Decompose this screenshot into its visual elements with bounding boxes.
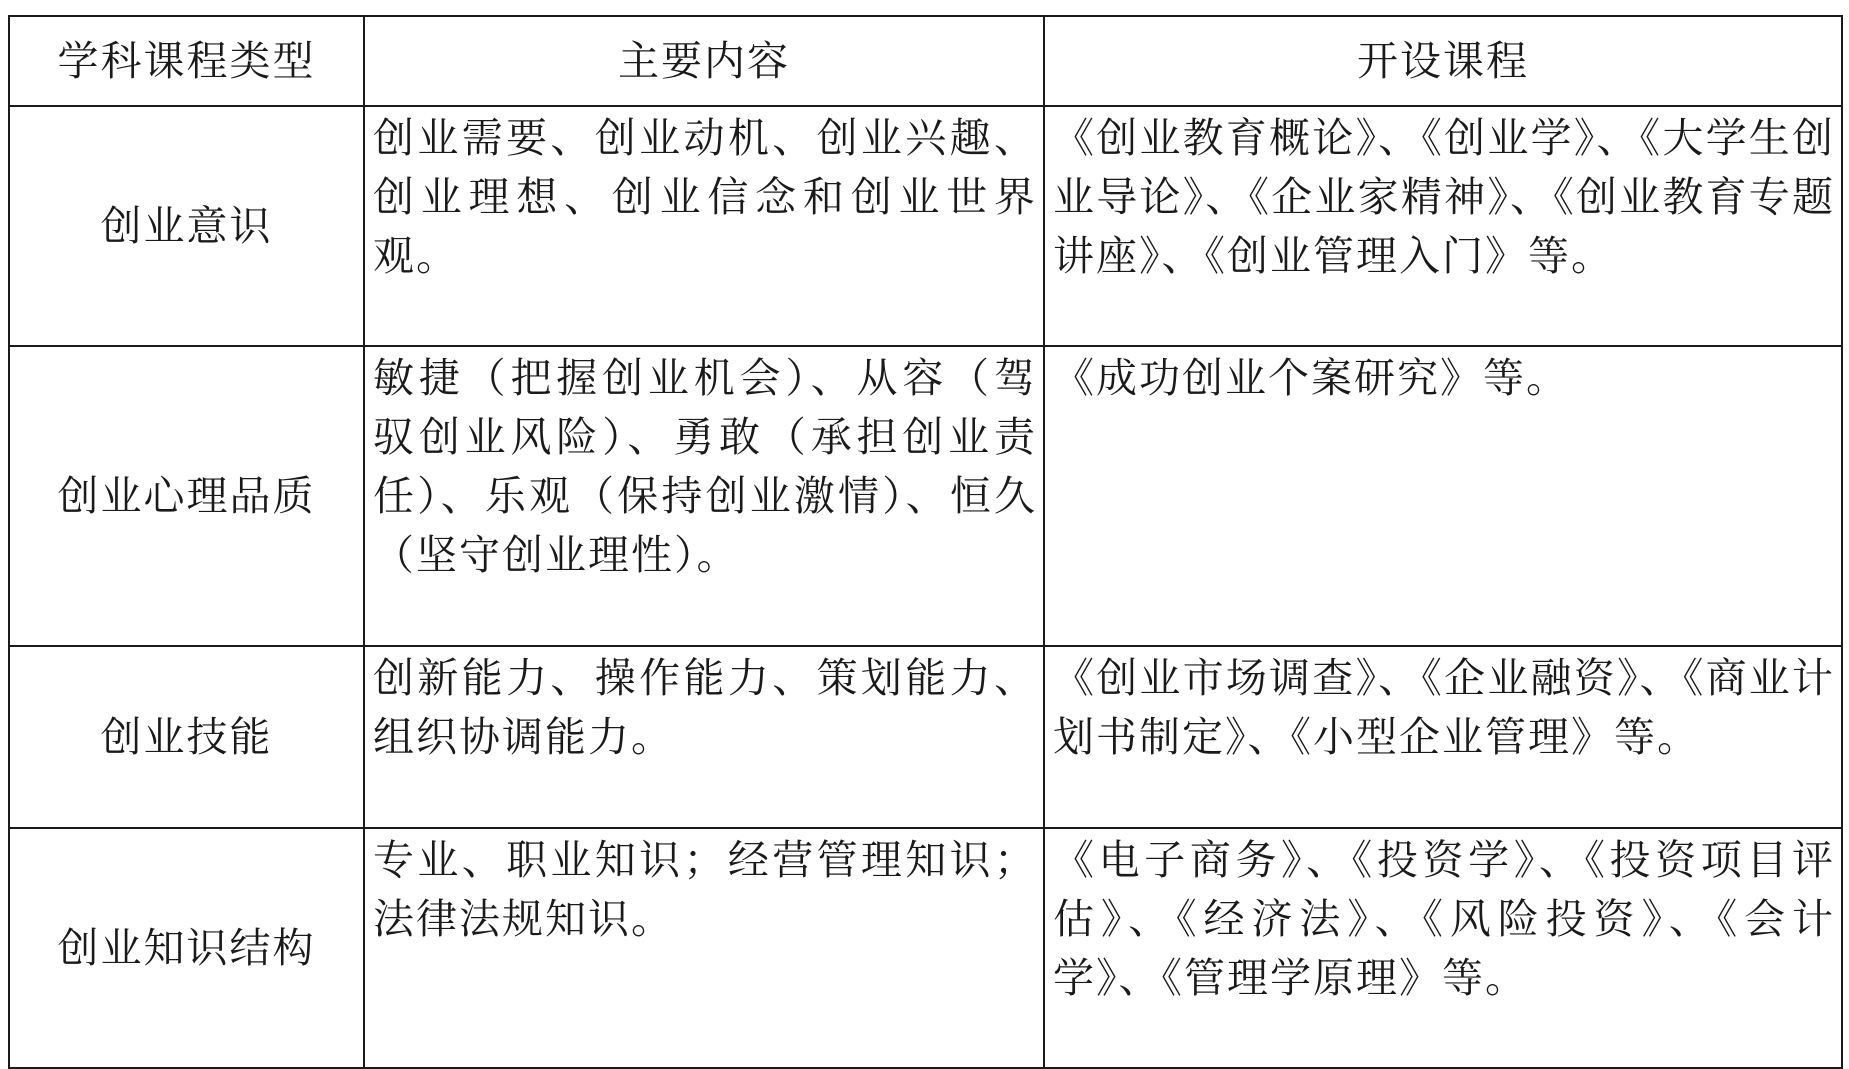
course-type-cell: 创业技能 bbox=[9, 646, 364, 828]
offered-courses-cell: 《创业市场调查》、《企业融资》、《商业计划书制定》、《小型企业管理》等。 bbox=[1044, 646, 1842, 828]
course-type-cell: 创业知识结构 bbox=[9, 828, 364, 1068]
entrepreneurship-course-table bbox=[8, 15, 1843, 1069]
header-offered-courses: 开设课程 bbox=[1044, 16, 1842, 106]
course-type-cell: 创业意识 bbox=[9, 106, 364, 346]
header-course-type: 学科课程类型 bbox=[9, 16, 364, 106]
main-content-cell: 创新能力、操作能力、策划能力、组织协调能力。 bbox=[364, 646, 1044, 828]
offered-courses-cell: 《成功创业个案研究》等。 bbox=[1044, 346, 1842, 646]
table-row bbox=[9, 106, 1842, 346]
course-type-cell: 创业心理品质 bbox=[9, 346, 364, 646]
course-table-container bbox=[8, 15, 1841, 1069]
table-row bbox=[9, 346, 1842, 646]
table-row bbox=[9, 828, 1842, 1068]
header-main-content: 主要内容 bbox=[364, 16, 1044, 106]
table-row bbox=[9, 646, 1842, 828]
table-body bbox=[9, 106, 1842, 1068]
main-content-cell: 创业需要、创业动机、创业兴趣、创业理想、创业信念和创业世界观。 bbox=[364, 106, 1044, 346]
offered-courses-cell: 《电子商务》、《投资学》、《投资项目评估》、《经济法》、《风险投资》、《会计学》、《管理学原理》等。 bbox=[1044, 828, 1842, 1068]
offered-courses-cell: 《创业教育概论》、《创业学》、《大学生创业导论》、《企业家精神》、《创业教育专题讲座》、《创业管理入门》等。 bbox=[1044, 106, 1842, 346]
main-content-cell: 专业、职业知识；经营管理知识；法律法规知识。 bbox=[364, 828, 1044, 1068]
table-header bbox=[9, 16, 1842, 106]
main-content-cell: 敏捷（把握创业机会）、从容（驾驭创业风险）、勇敢（承担创业责任）、乐观（保持创业激情）、恒久（坚守创业理性）。 bbox=[364, 346, 1044, 646]
header-row bbox=[9, 16, 1842, 106]
